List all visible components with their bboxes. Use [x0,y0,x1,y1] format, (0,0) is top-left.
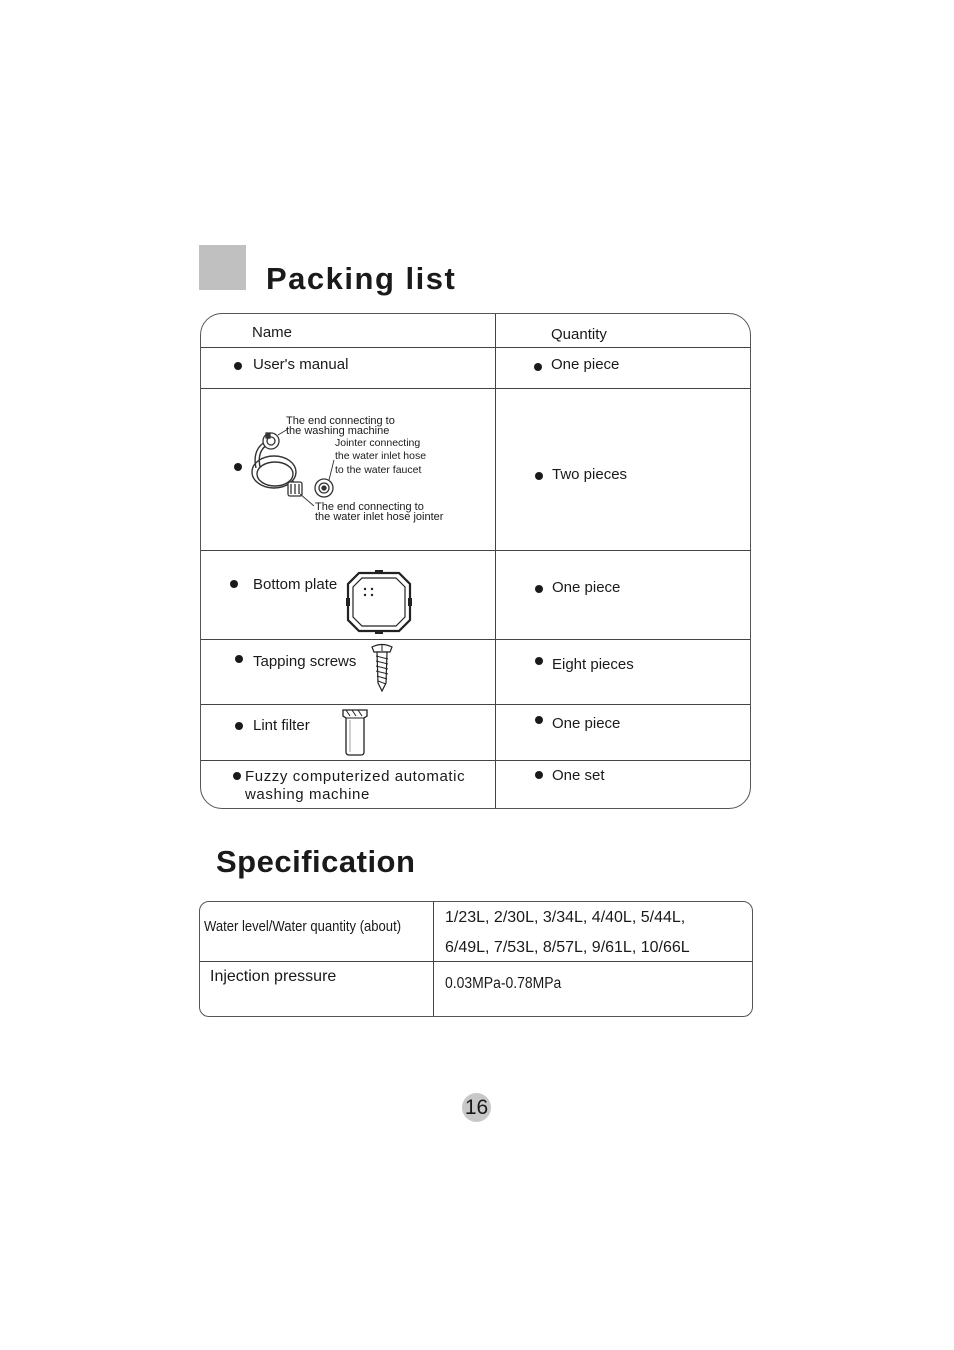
item-quantity: One piece [552,715,621,732]
bullet-icon [234,362,242,370]
spec-label-injection-pressure: Injection pressure [210,968,337,985]
bullet-icon [535,585,543,593]
label-end-machine-line1: The end connecting to [286,415,395,427]
label-end-hose-line2: the water inlet hose jointer [315,511,444,523]
page-number: 16 [462,1093,491,1122]
item-quantity: Two pieces [552,466,628,483]
item-name-line1: Fuzzy computerized automatic [245,768,466,785]
bullet-icon [235,722,243,730]
bullet-icon [535,716,543,724]
row-divider [200,961,752,962]
row-divider [201,704,750,705]
bullet-icon [535,771,543,779]
label-end-machine-line2: the washing machine [286,425,390,437]
item-name-line2: washing machine [245,786,370,803]
row-divider [201,347,750,348]
bullet-icon [235,655,243,663]
spec-label-water-level: Water level/Water quantity (about) [204,919,402,935]
column-header-quantity: Quantity [551,326,607,343]
item-name: Bottom plate [253,576,338,593]
bullet-icon [535,472,543,480]
label-end-hose-line1: The end connecting to [315,501,424,513]
label-jointer-line2: the water inlet hose [335,450,427,462]
section-marker [199,245,246,290]
label-jointer-line1: Jointer connecting [335,437,421,449]
row-divider [201,639,750,640]
item-name: Tapping screws [253,653,357,670]
bullet-icon [230,580,238,588]
row-divider [201,760,750,761]
item-quantity: Eight pieces [552,656,634,673]
spec-value-water-level-line2: 6/49L, 7/53L, 8/57L, 9/61L, 10/66L [445,939,690,956]
label-jointer-line3: to the water faucet [335,464,422,476]
spec-value-injection-pressure: 0.03MPa-0.78MPa [445,975,562,992]
row-divider [201,550,750,551]
column-divider [433,902,434,1016]
lint-filter-icon [340,706,370,756]
tapping-screw-icon [370,643,394,693]
spec-value-water-level-line1: 1/23L, 2/30L, 3/34L, 4/40L, 5/44L, [445,909,686,926]
item-quantity: One piece [552,579,621,596]
item-quantity: One set [552,767,605,784]
item-name: Lint filter [253,717,310,734]
bullet-icon [233,772,241,780]
bullet-icon [234,463,242,471]
specification-title: Specification [216,844,416,879]
packing-list-title: Packing list [266,261,457,296]
item-name: User's manual [253,356,349,373]
bullet-icon [534,363,542,371]
item-quantity: One piece [551,356,620,373]
bottom-plate-icon [345,570,413,634]
row-divider [201,388,750,389]
column-header-name: Name [252,324,293,341]
bullet-icon [535,657,543,665]
